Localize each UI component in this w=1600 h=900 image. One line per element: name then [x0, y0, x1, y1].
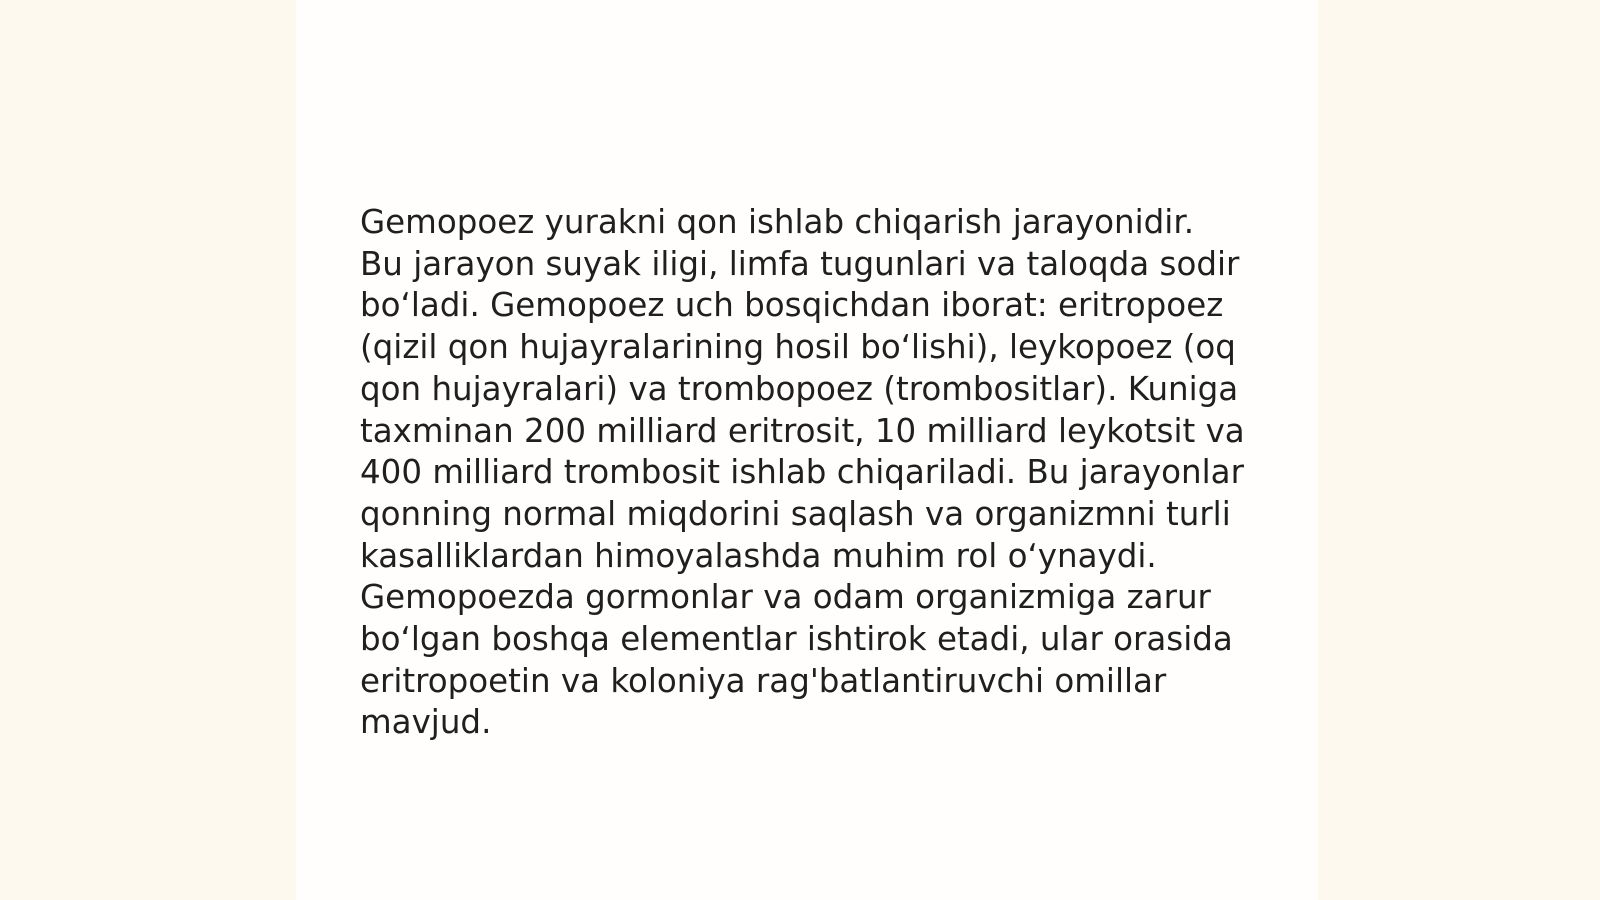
left-background-panel [0, 0, 296, 900]
slide-page [296, 0, 1318, 900]
right-background-panel [1318, 0, 1600, 900]
slide-body-text: Gemopoez yurakni qon ishlab chiqarish jarayonidir. Bu jarayon suyak iligi, limfa tugunlari va taloqda sodir boʻladi. Gemopoez uch bosqichdan iborat: eritropoez (qizil qon hujayralarining hosil boʻlishi), leykopoez (oq qon hujayralari) va trombopoez (trombositlar). Kuniga taxminan 200 milliard eritrosit, 10 milliard leykotsit va 400 milliard trombosit ishlab chiqariladi. Bu jarayonlar qonning normal miqdorini saqlash va organizmni turli kasalliklardan himoyalashda muhim rol oʻynaydi. Gemopoezda gormonlar va odam organizmiga zarur boʻlgan boshqa elementlar ishtirok etadi, ular orasida eritropoetin va koloniya rag'batlantiruvchi omillar mavjud. [360, 203, 1245, 742]
